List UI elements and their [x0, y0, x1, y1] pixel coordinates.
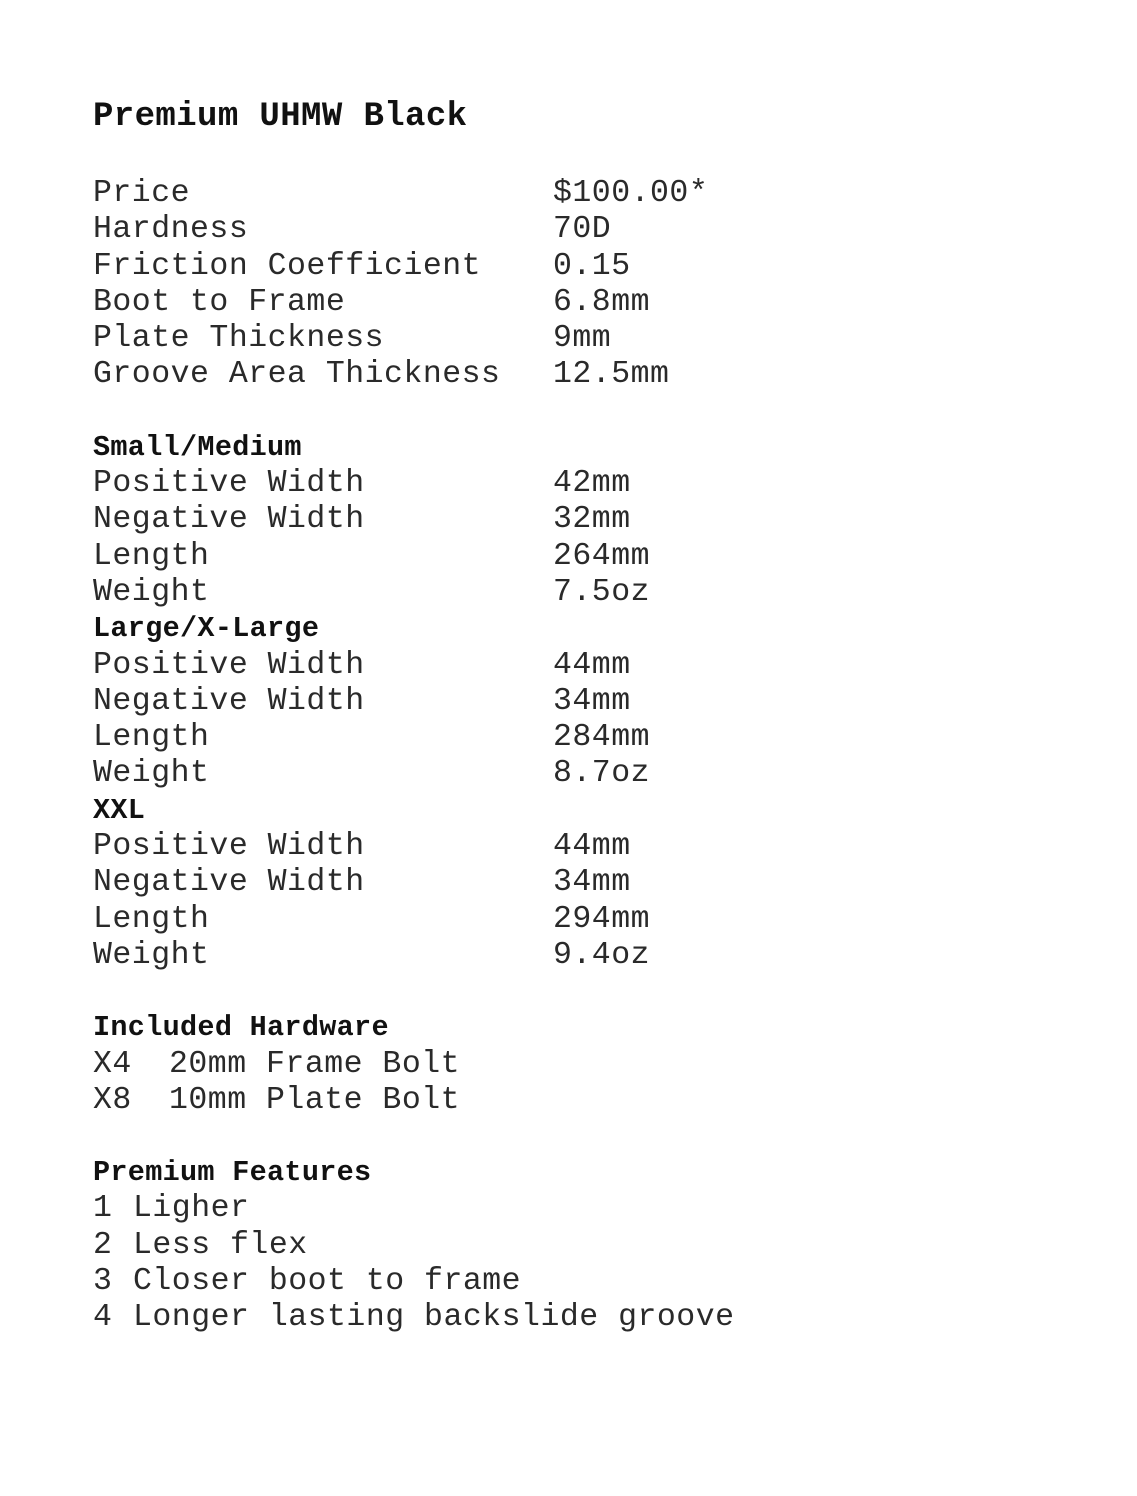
feature-text: Less flex — [133, 1227, 308, 1263]
size-value: 8.7oz — [553, 756, 651, 792]
section-heading: Premium Features — [93, 1156, 372, 1190]
size-row — [93, 829, 1093, 865]
spacer — [93, 394, 1093, 430]
size-label: Negative Width — [93, 502, 365, 538]
size-row — [93, 648, 1093, 684]
hardware-section — [93, 1010, 1093, 1119]
spec-label: Groove Area Thickness — [93, 357, 501, 393]
spec-row-groove-thickness — [93, 357, 1093, 393]
size-label: Negative Width — [93, 683, 365, 719]
section-heading: XXL — [93, 793, 146, 827]
document-title: Premium UHMW Black — [93, 98, 468, 136]
spec-row-friction — [93, 249, 1093, 285]
size-section-xxl — [93, 793, 1093, 974]
hardware-item — [93, 1083, 1093, 1119]
size-label: Positive Width — [93, 647, 365, 683]
section-heading: Large/X-Large — [93, 612, 320, 646]
size-value: 34mm — [553, 865, 631, 901]
spec-row-hardness — [93, 212, 1093, 248]
spec-value: 9mm — [553, 321, 612, 357]
size-row — [93, 938, 1093, 974]
size-value: 9.4oz — [553, 937, 651, 973]
feature-number: 2 — [93, 1227, 113, 1263]
size-label: Positive Width — [93, 829, 365, 865]
size-label: Length — [93, 901, 210, 937]
hardware-desc: 20mm Frame Bolt — [169, 1046, 461, 1082]
size-value: 264mm — [553, 538, 651, 574]
size-value: 44mm — [553, 647, 631, 683]
size-row — [93, 756, 1093, 792]
size-row — [93, 720, 1093, 756]
spec-label: Plate Thickness — [93, 321, 385, 357]
spec-label: Hardness — [93, 212, 249, 248]
size-label: Length — [93, 720, 210, 756]
spacer — [93, 1119, 1093, 1155]
spec-row-plate-thickness — [93, 321, 1093, 357]
size-label: Weight — [93, 937, 210, 973]
size-section-small-medium — [93, 430, 1093, 611]
spec-value: $100.00* — [553, 176, 709, 211]
size-value: 44mm — [553, 829, 631, 865]
hardware-desc: 10mm Plate Bolt — [169, 1082, 461, 1118]
feature-item — [93, 1191, 1093, 1227]
spec-label: Price — [93, 176, 191, 211]
size-row — [93, 902, 1093, 938]
section-heading: Included Hardware — [93, 1011, 389, 1045]
spec-row-price — [93, 176, 1093, 212]
size-row — [93, 502, 1093, 538]
size-label: Weight — [93, 756, 210, 792]
features-section — [93, 1155, 1093, 1336]
size-label: Weight — [93, 574, 210, 610]
hardware-item — [93, 1047, 1093, 1083]
size-section-large-xlarge — [93, 611, 1093, 792]
spec-label: Boot to Frame — [93, 284, 346, 320]
size-value: 7.5oz — [553, 574, 651, 610]
feature-item — [93, 1300, 1093, 1336]
size-value: 294mm — [553, 901, 651, 937]
size-value: 34mm — [553, 683, 631, 719]
document-page — [93, 92, 1093, 1337]
feature-item — [93, 1228, 1093, 1264]
size-row — [93, 684, 1093, 720]
spec-value: 12.5mm — [553, 357, 670, 393]
size-label: Negative Width — [93, 865, 365, 901]
feature-number: 1 — [93, 1191, 113, 1227]
hardware-qty: X4 — [93, 1046, 132, 1082]
spec-value: 6.8mm — [553, 284, 651, 320]
size-row — [93, 539, 1093, 575]
size-label: Positive Width — [93, 466, 365, 502]
feature-text: Longer lasting backslide groove — [133, 1300, 735, 1336]
spec-list — [93, 176, 1093, 394]
spec-value: 70D — [553, 212, 612, 248]
size-row — [93, 575, 1093, 611]
feature-text: Closer boot to frame — [133, 1264, 522, 1300]
size-value: 32mm — [553, 502, 631, 538]
spec-label: Friction Coefficient — [93, 248, 482, 284]
hardware-qty: X8 — [93, 1082, 132, 1118]
feature-text: Ligher — [133, 1191, 250, 1227]
feature-item — [93, 1264, 1093, 1300]
size-label: Length — [93, 538, 210, 574]
size-row — [93, 466, 1093, 502]
size-row — [93, 865, 1093, 901]
spec-value: 0.15 — [553, 248, 631, 284]
feature-number: 3 — [93, 1264, 113, 1300]
size-value: 284mm — [553, 720, 651, 756]
size-value: 42mm — [553, 466, 631, 502]
feature-number: 4 — [93, 1300, 113, 1336]
spec-row-boot-to-frame — [93, 285, 1093, 321]
spacer — [93, 974, 1093, 1010]
section-heading: Small/Medium — [93, 430, 302, 464]
